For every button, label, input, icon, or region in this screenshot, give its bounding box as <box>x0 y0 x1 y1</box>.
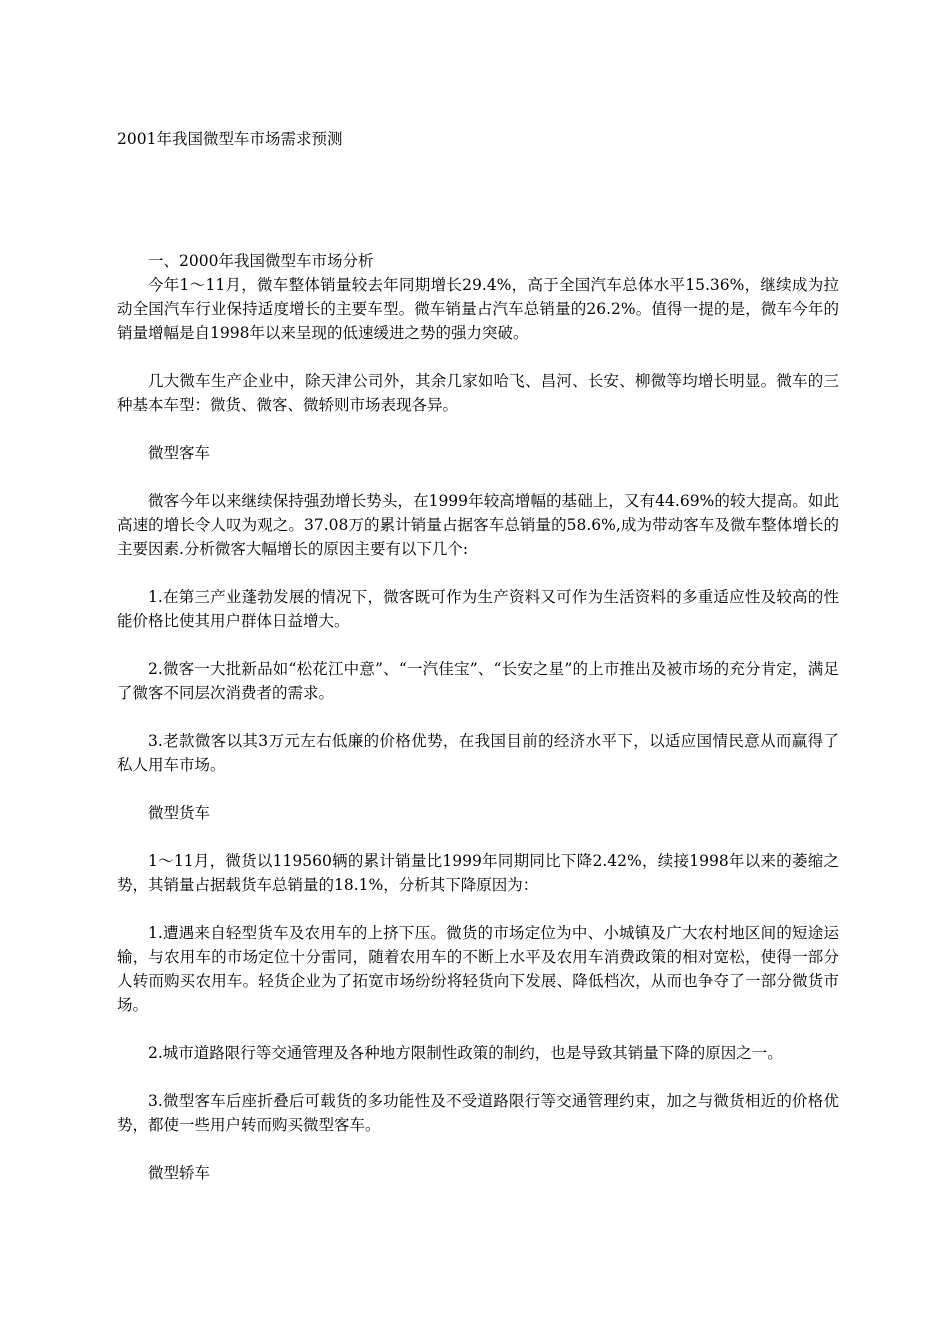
subsection-heading: 微型轿车 <box>148 1164 211 1182</box>
document-body <box>117 249 839 1185</box>
list-item: 3.微型客车后座折叠后可载货的多功能性及不受道路限行等交通管理约束，加之与微货相近的价格优势，都使一些用户转而购买微型客车。 <box>117 1092 839 1134</box>
section-heading: 一、2000年我国微型车市场分析 <box>148 252 374 270</box>
paragraph: 今年1～11月，微车整体销量较去年同期增长29.4%，高于全国汽车总体水平15.36%，继续成为拉动全国汽车行业保持适度增长的主要车型。微车销量占汽车总销量的26.2%。值得一提的是，微车今年的销量增幅是自1998年以来呈现的低速缓进之势的强力突破。 <box>117 276 839 342</box>
list-item: 2.微客一大批新品如“松花江中意”、“一汽佳宝”、“长安之星”的上市推出及被市场的充分肯定，满足了微客不同层次消费者的需求。 <box>117 660 839 702</box>
subsection-heading: 微型货车 <box>148 804 211 822</box>
subsection-heading: 微型客车 <box>148 444 211 462</box>
paragraph: 几大微车生产企业中，除天津公司外，其余几家如哈飞、昌河、长安、柳微等均增长明显。微车的三种基本车型：微货、微客、微轿则市场表现各异。 <box>117 372 839 414</box>
paragraph: 微客今年以来继续保持强劲增长势头，在1999年较高增幅的基础上，又有44.69%的较大提高。如此高速的增长令人叹为观之。37.08万的累计销量占据客车总销量的58.6%,成为带动客车及微车整体增长的主要因素.分析微客大幅增长的原因主要有以下几个: <box>117 492 839 558</box>
paragraph: 1～11月，微货以119560辆的累计销量比1999年同期同比下降2.42%，续接1998年以来的萎缩之势，其销量占据载货车总销量的18.1%，分析其下降原因为： <box>117 852 839 894</box>
list-item: 3.老款微客以其3万元左右低廉的价格优势，在我国目前的经济水平下，以适应国情民意从而赢得了私人用车市场。 <box>117 732 839 774</box>
document-title: 2001年我国微型车市场需求预测 <box>117 130 343 148</box>
list-item: 1.遭遇来自轻型货车及农用车的上挤下压。微货的市场定位为中、小城镇及广大农村地区间的短途运输，与农用车的市场定位十分雷同，随着农用车的不断上水平及农用车消费政策的相对宽松，使得一部分人转而购买农用车。轻货企业为了拓宽市场纷纷将轻货向下发展、降低档次，从而也争夺了一部分微货市场。 <box>117 924 839 1014</box>
list-item: 1.在第三产业蓬勃发展的情况下，微客既可作为生产资料又可作为生活资料的多重适应性及较高的性能价格比使其用户群体日益增大。 <box>117 588 839 630</box>
list-item: 2.城市道路限行等交通管理及各种地方限制性政策的制约，也是导致其销量下降的原因之一。 <box>148 1044 783 1062</box>
